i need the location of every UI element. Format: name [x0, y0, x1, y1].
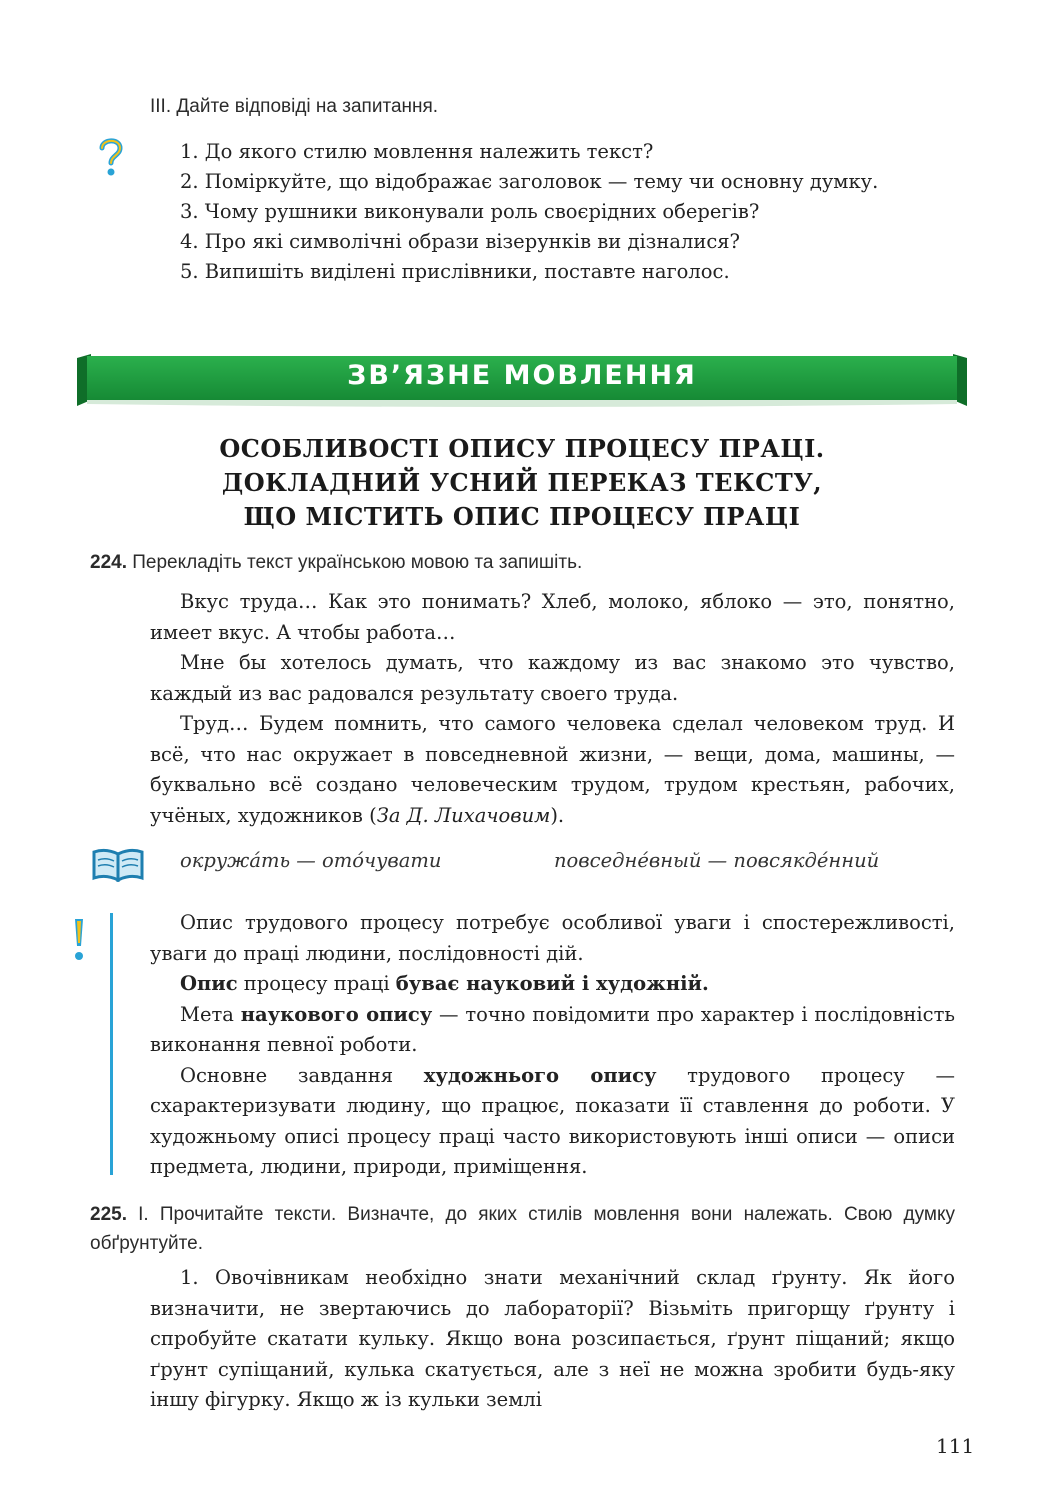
rule-text-span: — точно повідомити про характер і послідовність виконання певної роботи.: [150, 1002, 955, 1056]
dictionary-book-icon: [90, 846, 146, 882]
rule-paragraph: [150, 1061, 955, 1183]
exercise-number: 224.: [90, 552, 127, 573]
paragraph: Мне бы хотелось думать, что каждому из вас знакомо это чувство, каждый из вас радовался результату своего труда.: [150, 651, 955, 705]
paragraph: [150, 709, 955, 831]
vocab-item: повседне́вный — повсякде́нний: [554, 849, 880, 872]
heading-line: ДОКЛАДНИЙ УСНИЙ ПЕРЕКАЗ ТЕКСТУ,: [221, 468, 823, 497]
rule-accent-bar: [110, 913, 113, 1175]
exercise-225-text: [150, 1263, 955, 1416]
question-item: 5. Випишіть виділені прислівники, поставте наголос.: [180, 260, 730, 283]
questions-list: [150, 137, 955, 287]
exercise-224-instruction: [90, 548, 960, 577]
page-number: 111: [936, 1434, 975, 1458]
bold-term: буває науковий і художній.: [395, 972, 709, 995]
heading-line: ЩО МІСТИТЬ ОПИС ПРОЦЕСУ ПРАЦІ: [243, 502, 801, 531]
question-item: 1. До якого стилю мовлення належить текст?: [180, 140, 654, 163]
heading-line: ОСОБЛИВОСТІ ОПИСУ ПРОЦЕСУ ПРАЦІ.: [219, 434, 825, 463]
bold-term: наукового опису: [240, 1002, 433, 1026]
exercise-instruction-text: І. Прочитайте тексти. Визначте, до яких стилів мовлення вони належать. Свою думку обґрунтуйте.: [90, 1204, 955, 1254]
lesson-heading: [100, 432, 944, 534]
exclamation-icon: [68, 916, 90, 964]
vocab-item: окружа́ть — ото́чувати: [180, 849, 442, 872]
paragraph-text: Труд… Будем помнить, что самого человека сделал человеком труд. И всё, что нас окружает в повседневной жизни, — вещи, дома, машины, — буквально всё создано человеческим трудом, трудом крестьян, рабочих, учёных, художников (: [150, 712, 955, 827]
rule-text-span: трудового процесу — схарактеризувати людину, що працює, показати її ставлення до роботи. У художньому описі процесу праці часто використовують інші описи — описи предмета, людини, природи, приміщення.: [150, 1063, 955, 1178]
rule-text-span: процесу праці: [237, 972, 396, 995]
rule-paragraph: Опис трудового процесу потребує особливої уваги і спостережливості, уваги до праці людини, послідовності дій.: [150, 911, 955, 965]
rule-paragraph: [150, 1000, 955, 1061]
paragraph: 1. Овочівникам необхідно знати механічний склад ґрунту. Як його визначити, не звертаючись до лабораторії? Візьміть пригорщу ґрунту і спробуйте скатати кульку. Якщо вона розсипається, ґрунт піщаний; якщо ґрунт супіщаний, кулька скатується, але з неї не можна зробити будь-яку іншу фігурку. Якщо ж із кульки землі: [150, 1266, 955, 1411]
exercise-number: 225.: [90, 1204, 127, 1225]
paragraph-end: ).: [550, 803, 565, 827]
question-mark-icon: [95, 135, 127, 179]
banner-title: ЗВ’ЯЗНЕ МОВЛЕННЯ: [347, 360, 697, 391]
paragraph: Вкус труда… Как это понимать? Хлеб, молоко, яблоко — это, понятно, имеет вкус. А чтобы работа…: [150, 590, 955, 644]
source-citation: За Д. Лихачовим: [376, 803, 551, 827]
rule-text: [150, 908, 955, 1183]
question-item: 4. Про які символічні образи візерунків ви дізналися?: [180, 230, 741, 253]
bold-term: Опис: [180, 972, 238, 995]
exercise-instruction-text: Перекладіть текст українською мовою та запишіть.: [132, 552, 583, 573]
bold-term: художнього опису: [423, 1063, 657, 1087]
question-item: 3. Чому рушники виконували роль своєрідних оберегів?: [180, 200, 760, 223]
question-item: 2. Поміркуйте, що відображає заголовок — тему чи основну думку.: [180, 170, 879, 193]
rule-text-span: Мета: [180, 1002, 241, 1026]
rule-paragraph: [150, 969, 955, 1000]
questions-instruction: ІІІ. Дайте відповіді на запитання.: [150, 96, 439, 117]
rule-text-span: Основне завдання: [180, 1063, 424, 1087]
exercise-225-instruction: [90, 1200, 955, 1258]
exercise-224-text: [150, 587, 955, 831]
